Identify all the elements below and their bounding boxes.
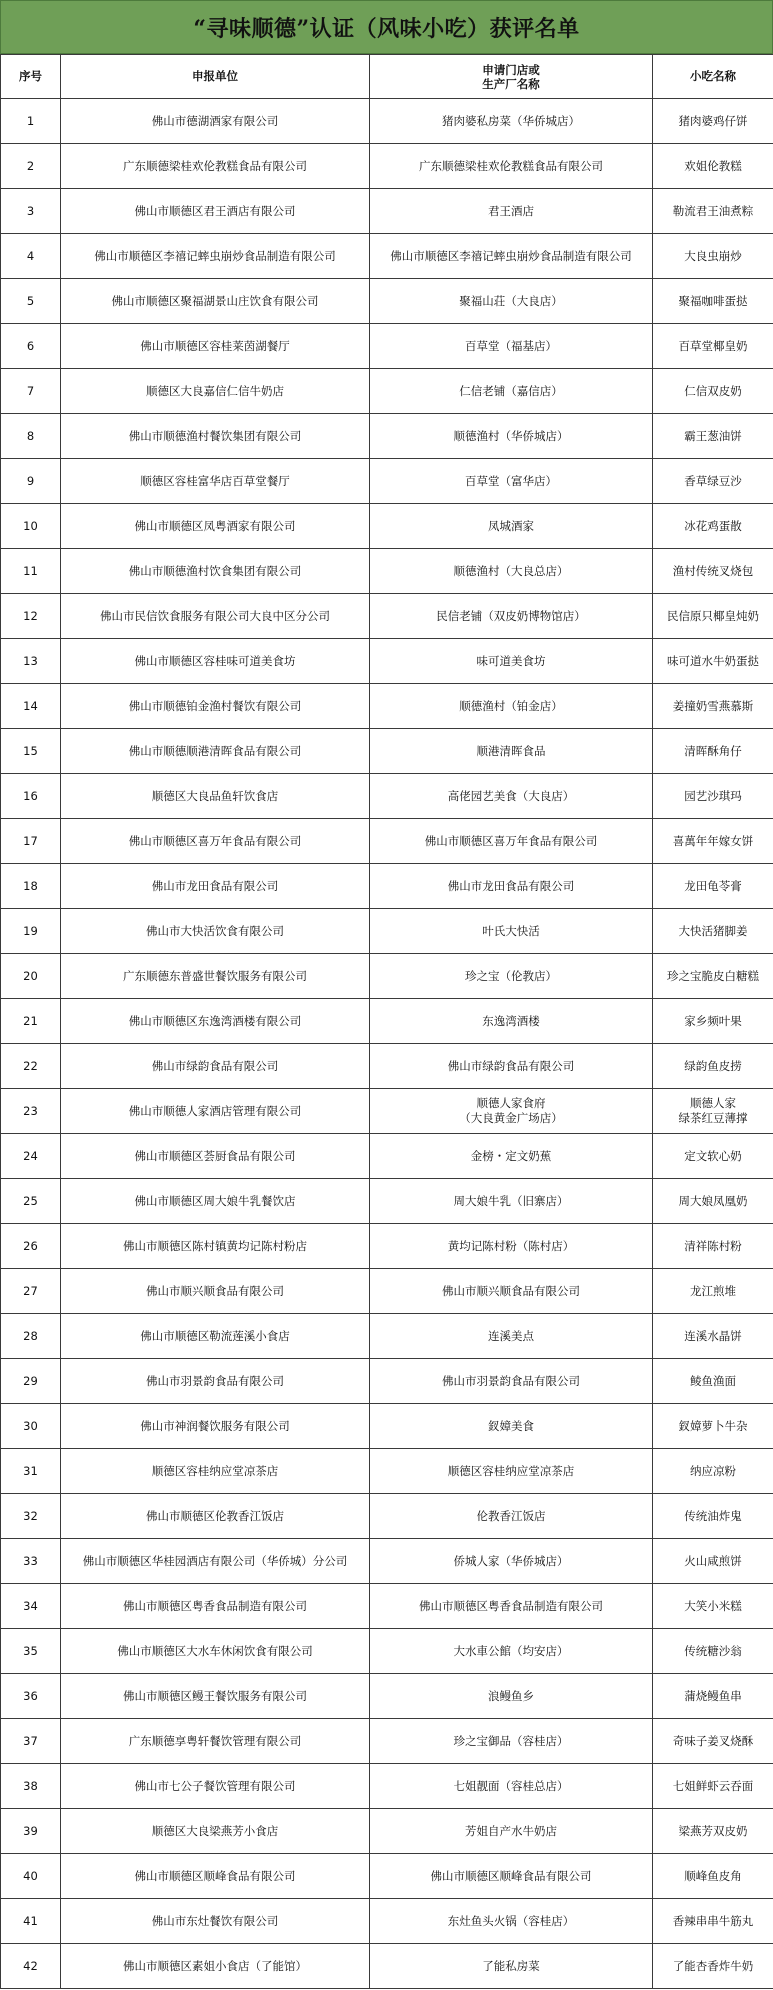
cell-unit: 顺德区容桂富华店百草堂餐厅 <box>61 459 370 504</box>
cell-snack: 渔村传统叉烧包 <box>653 549 773 594</box>
table-row <box>1 99 773 144</box>
cell-snack: 定文软心奶 <box>653 1134 773 1179</box>
cell-unit: 佛山市神润餐饮服务有限公司 <box>61 1404 370 1449</box>
cell-unit: 佛山市顺德区荟厨食品有限公司 <box>61 1134 370 1179</box>
cell-store: 高佬园艺美食（大良店） <box>370 774 653 819</box>
cell-no: 6 <box>1 324 61 369</box>
cell-unit: 广东顺德享粤轩餐饮管理有限公司 <box>61 1719 370 1764</box>
cell-unit: 佛山市七公子餐饮管理有限公司 <box>61 1764 370 1809</box>
table-row <box>1 594 773 639</box>
cell-store: 浪鳗鱼乡 <box>370 1674 653 1719</box>
table-row <box>1 1719 773 1764</box>
cell-unit: 顺德区大良品鱼轩饮食店 <box>61 774 370 819</box>
table-row <box>1 1854 773 1899</box>
cell-snack: 欢姐伦教糕 <box>653 144 773 189</box>
table-row <box>1 189 773 234</box>
cell-no: 17 <box>1 819 61 864</box>
cell-no: 7 <box>1 369 61 414</box>
cell-unit: 广东顺德梁桂欢伦教糕食品有限公司 <box>61 144 370 189</box>
cell-snack: 鲮鱼渔面 <box>653 1359 773 1404</box>
table-row <box>1 909 773 954</box>
cell-unit: 佛山市顺德区大水车休闲饮食有限公司 <box>61 1629 370 1674</box>
cell-snack: 顺峰鱼皮角 <box>653 1854 773 1899</box>
cell-snack: 龙田龟苓膏 <box>653 864 773 909</box>
cell-store: 君王酒店 <box>370 189 653 234</box>
cell-store: 佛山市绿韵食品有限公司 <box>370 1044 653 1089</box>
cell-unit: 佛山市顺德区容桂莱茵湖餐厅 <box>61 324 370 369</box>
cell-no: 1 <box>1 99 61 144</box>
header-no: 序号 <box>1 55 61 99</box>
table-row <box>1 1089 773 1134</box>
cell-snack: 大良虫崩炒 <box>653 234 773 279</box>
cell-unit: 佛山市顺德顺港清晖食品有限公司 <box>61 729 370 774</box>
cell-unit: 佛山市顺德区聚福湖景山庄饮食有限公司 <box>61 279 370 324</box>
cell-no: 3 <box>1 189 61 234</box>
cell-store: 百草堂（福基店） <box>370 324 653 369</box>
cell-unit: 佛山市顺德区周大娘牛乳餐饮店 <box>61 1179 370 1224</box>
table-row <box>1 1134 773 1179</box>
cell-store: 佛山市顺德区喜万年食品有限公司 <box>370 819 653 864</box>
cell-no: 5 <box>1 279 61 324</box>
table-row <box>1 324 773 369</box>
cell-store: 釵嫜美食 <box>370 1404 653 1449</box>
cell-unit: 佛山市顺德区陈村镇黄均记陈村粉店 <box>61 1224 370 1269</box>
cell-store: 猪肉婆私房菜（华侨城店） <box>370 99 653 144</box>
cell-no: 9 <box>1 459 61 504</box>
table-row <box>1 369 773 414</box>
cell-no: 31 <box>1 1449 61 1494</box>
cell-snack: 香草绿豆沙 <box>653 459 773 504</box>
cell-unit: 佛山市顺德人家酒店管理有限公司 <box>61 1089 370 1134</box>
cell-unit: 顺德区大良嘉信仁信牛奶店 <box>61 369 370 414</box>
cell-snack: 周大娘凤凰奶 <box>653 1179 773 1224</box>
table-row <box>1 864 773 909</box>
cell-store: 顺德渔村（华侨城店） <box>370 414 653 459</box>
cell-store: 黄均记陈村粉（陈村店） <box>370 1224 653 1269</box>
cell-snack: 了能杏香炸牛奶 <box>653 1944 773 1989</box>
cell-unit: 佛山市顺德区李禧记蟀虫崩炒食品制造有限公司 <box>61 234 370 279</box>
cell-unit: 佛山市东灶餐饮有限公司 <box>61 1899 370 1944</box>
cell-store: 佛山市顺德区顺峰食品有限公司 <box>370 1854 653 1899</box>
cell-snack: 蒲烧鳗鱼串 <box>653 1674 773 1719</box>
cell-snack: 七姐鲜虾云吞面 <box>653 1764 773 1809</box>
cell-snack: 霸王葱油饼 <box>653 414 773 459</box>
table-row <box>1 684 773 729</box>
cell-snack: 猪肉婆鸡仔饼 <box>653 99 773 144</box>
cell-unit: 佛山市顺德区伦教香江饭店 <box>61 1494 370 1539</box>
cell-no: 21 <box>1 999 61 1044</box>
table-body <box>1 99 773 1989</box>
cell-unit: 佛山市顺德区顺峰食品有限公司 <box>61 1854 370 1899</box>
cell-snack: 姜撞奶雪燕慕斯 <box>653 684 773 729</box>
cell-snack: 民信原只椰皇炖奶 <box>653 594 773 639</box>
cell-unit: 佛山市羽景韵食品有限公司 <box>61 1359 370 1404</box>
title-bar <box>0 0 773 54</box>
cell-no: 32 <box>1 1494 61 1539</box>
cell-unit: 佛山市顺德区华桂园酒店有限公司（华侨城）分公司 <box>61 1539 370 1584</box>
table-row <box>1 954 773 999</box>
header-store <box>370 55 653 99</box>
cell-store: 珍之宝（伦教店） <box>370 954 653 999</box>
cell-unit: 佛山市顺兴顺食品有限公司 <box>61 1269 370 1314</box>
cell-store: 顺德渔村（铂金店） <box>370 684 653 729</box>
cell-store: 叶氏大快活 <box>370 909 653 954</box>
cell-snack: 纳应凉粉 <box>653 1449 773 1494</box>
cell-no: 33 <box>1 1539 61 1584</box>
cell-snack: 顺德人家 绿茶红豆薄撑 <box>653 1089 773 1134</box>
cell-no: 39 <box>1 1809 61 1854</box>
cell-store: 仁信老铺（嘉信店） <box>370 369 653 414</box>
cell-snack: 龙江煎堆 <box>653 1269 773 1314</box>
cell-store: 佛山市顺德区粤香食品制造有限公司 <box>370 1584 653 1629</box>
table-row <box>1 1899 773 1944</box>
table-row <box>1 1944 773 1989</box>
table-row <box>1 999 773 1044</box>
cell-unit: 佛山市顺德区容桂味可道美食坊 <box>61 639 370 684</box>
cell-unit: 佛山市顺德区东逸湾酒楼有限公司 <box>61 999 370 1044</box>
cell-snack: 园艺沙琪玛 <box>653 774 773 819</box>
table-row <box>1 549 773 594</box>
cell-no: 10 <box>1 504 61 549</box>
cell-unit: 佛山市大快活饮食有限公司 <box>61 909 370 954</box>
table-row <box>1 774 773 819</box>
table-row <box>1 1764 773 1809</box>
cell-store: 七姐靓面（容桂总店） <box>370 1764 653 1809</box>
cell-no: 2 <box>1 144 61 189</box>
cell-store: 金榜・定文奶蕉 <box>370 1134 653 1179</box>
cell-snack: 家乡频叶果 <box>653 999 773 1044</box>
cell-snack: 大笑小米糕 <box>653 1584 773 1629</box>
cell-snack: 清晖酥角仔 <box>653 729 773 774</box>
table-row <box>1 504 773 549</box>
cell-snack: 绿韵鱼皮捞 <box>653 1044 773 1089</box>
cell-no: 11 <box>1 549 61 594</box>
table-row <box>1 459 773 504</box>
cell-snack: 勒流君王油煮粽 <box>653 189 773 234</box>
cell-store: 凤城酒家 <box>370 504 653 549</box>
header-unit: 申报单位 <box>61 55 370 99</box>
cell-snack: 奇味子姜叉烧酥 <box>653 1719 773 1764</box>
cell-unit: 顺德区大良梁燕芳小食店 <box>61 1809 370 1854</box>
cell-no: 42 <box>1 1944 61 1989</box>
cell-no: 23 <box>1 1089 61 1134</box>
cell-unit: 佛山市顺德区凤粤酒家有限公司 <box>61 504 370 549</box>
cell-store: 珍之宝御品（容桂店） <box>370 1719 653 1764</box>
cell-store: 了能私房菜 <box>370 1944 653 1989</box>
cell-no: 36 <box>1 1674 61 1719</box>
cell-store: 百草堂（富华店） <box>370 459 653 504</box>
table-row <box>1 1494 773 1539</box>
cell-snack: 大快活猪脚姜 <box>653 909 773 954</box>
cell-no: 38 <box>1 1764 61 1809</box>
cell-snack: 味可道水牛奶蛋挞 <box>653 639 773 684</box>
cell-snack: 火山咸煎饼 <box>653 1539 773 1584</box>
cell-unit: 佛山市顺德区鳗王餐饮服务有限公司 <box>61 1674 370 1719</box>
table-row <box>1 234 773 279</box>
cell-snack: 喜萬年年嫁女饼 <box>653 819 773 864</box>
table-row <box>1 1179 773 1224</box>
cell-no: 26 <box>1 1224 61 1269</box>
cell-snack: 传统油炸鬼 <box>653 1494 773 1539</box>
cell-store: 顺港清晖食品 <box>370 729 653 774</box>
cell-unit: 佛山市德湖酒家有限公司 <box>61 99 370 144</box>
cell-unit: 佛山市龙田食品有限公司 <box>61 864 370 909</box>
header-store-label: 申请门店或 生产厂名称 <box>482 62 540 91</box>
cell-store: 佛山市顺兴顺食品有限公司 <box>370 1269 653 1314</box>
cell-store: 顺德区容桂纳应堂凉茶店 <box>370 1449 653 1494</box>
award-table <box>0 54 773 1989</box>
table-row <box>1 1314 773 1359</box>
cell-store: 连溪美点 <box>370 1314 653 1359</box>
cell-unit: 佛山市顺德区君王酒店有限公司 <box>61 189 370 234</box>
cell-no: 8 <box>1 414 61 459</box>
table-header-row <box>1 55 773 99</box>
cell-no: 15 <box>1 729 61 774</box>
cell-unit: 佛山市顺德区喜万年食品有限公司 <box>61 819 370 864</box>
table-row <box>1 1539 773 1584</box>
cell-no: 16 <box>1 774 61 819</box>
cell-no: 34 <box>1 1584 61 1629</box>
cell-unit: 佛山市顺德区勒流莲溪小食店 <box>61 1314 370 1359</box>
cell-no: 35 <box>1 1629 61 1674</box>
table-row <box>1 1629 773 1674</box>
cell-store: 民信老铺（双皮奶博物馆店） <box>370 594 653 639</box>
table-row <box>1 1269 773 1314</box>
cell-snack: 釵嫜萝卜牛杂 <box>653 1404 773 1449</box>
cell-unit: 佛山市顺德区素姐小食店（了能馆） <box>61 1944 370 1989</box>
cell-no: 40 <box>1 1854 61 1899</box>
cell-no: 37 <box>1 1719 61 1764</box>
cell-snack: 仁信双皮奶 <box>653 369 773 414</box>
table-row <box>1 1449 773 1494</box>
cell-store: 周大娘牛乳（旧寨店） <box>370 1179 653 1224</box>
table-row <box>1 1584 773 1629</box>
table-row <box>1 1359 773 1404</box>
cell-store: 佛山市羽景韵食品有限公司 <box>370 1359 653 1404</box>
cell-unit: 顺德区容桂纳应堂凉茶店 <box>61 1449 370 1494</box>
cell-no: 4 <box>1 234 61 279</box>
cell-unit: 佛山市顺德区粤香食品制造有限公司 <box>61 1584 370 1629</box>
cell-unit: 佛山市绿韵食品有限公司 <box>61 1044 370 1089</box>
cell-snack: 清祥陈村粉 <box>653 1224 773 1269</box>
cell-snack: 冰花鸡蛋散 <box>653 504 773 549</box>
cell-no: 20 <box>1 954 61 999</box>
table-row <box>1 819 773 864</box>
page-title: “寻味顺德”认证（风味小吃）获评名单 <box>193 15 580 42</box>
header-snack: 小吃名称 <box>653 55 773 99</box>
cell-snack: 传统糖沙翁 <box>653 1629 773 1674</box>
table-row <box>1 414 773 459</box>
cell-no: 18 <box>1 864 61 909</box>
cell-store: 侨城人家（华侨城店） <box>370 1539 653 1584</box>
table-row <box>1 729 773 774</box>
cell-store: 伦教香江饭店 <box>370 1494 653 1539</box>
cell-unit: 佛山市顺德渔村餐饮集团有限公司 <box>61 414 370 459</box>
cell-no: 22 <box>1 1044 61 1089</box>
cell-snack: 连溪水晶饼 <box>653 1314 773 1359</box>
cell-snack: 梁燕芳双皮奶 <box>653 1809 773 1854</box>
cell-store: 广东顺德梁桂欢伦教糕食品有限公司 <box>370 144 653 189</box>
cell-snack: 珍之宝脆皮白糖糕 <box>653 954 773 999</box>
table-row <box>1 1809 773 1854</box>
cell-store: 芳姐自产水牛奶店 <box>370 1809 653 1854</box>
cell-unit: 广东顺德东普盛世餐饮服务有限公司 <box>61 954 370 999</box>
cell-unit: 佛山市民信饮食服务有限公司大良中区分公司 <box>61 594 370 639</box>
table-row <box>1 639 773 684</box>
cell-no: 28 <box>1 1314 61 1359</box>
cell-no: 30 <box>1 1404 61 1449</box>
cell-no: 41 <box>1 1899 61 1944</box>
cell-store: 大水車公館（均安店） <box>370 1629 653 1674</box>
cell-snack: 百草堂椰皇奶 <box>653 324 773 369</box>
cell-snack: 聚福咖啡蛋挞 <box>653 279 773 324</box>
table-row <box>1 279 773 324</box>
table-row <box>1 1674 773 1719</box>
cell-no: 27 <box>1 1269 61 1314</box>
cell-snack: 香辣串串牛筋丸 <box>653 1899 773 1944</box>
cell-store: 聚福山荘（大良店） <box>370 279 653 324</box>
table-row <box>1 1224 773 1269</box>
cell-store: 顺德渔村（大良总店） <box>370 549 653 594</box>
table-row <box>1 1404 773 1449</box>
table-row <box>1 1044 773 1089</box>
cell-unit: 佛山市顺德渔村饮食集团有限公司 <box>61 549 370 594</box>
cell-store: 东灶鱼头火锅（容桂店） <box>370 1899 653 1944</box>
cell-store: 东逸湾酒楼 <box>370 999 653 1044</box>
cell-no: 14 <box>1 684 61 729</box>
cell-unit: 佛山市顺德铂金渔村餐饮有限公司 <box>61 684 370 729</box>
cell-no: 19 <box>1 909 61 954</box>
table-row <box>1 144 773 189</box>
cell-no: 24 <box>1 1134 61 1179</box>
cell-no: 13 <box>1 639 61 684</box>
cell-store: 佛山市顺德区李禧记蟀虫崩炒食品制造有限公司 <box>370 234 653 279</box>
cell-no: 29 <box>1 1359 61 1404</box>
cell-no: 12 <box>1 594 61 639</box>
cell-store: 味可道美食坊 <box>370 639 653 684</box>
cell-store: 佛山市龙田食品有限公司 <box>370 864 653 909</box>
cell-store: 顺德人家食府 （大良黄金广场店） <box>370 1089 653 1134</box>
cell-no: 25 <box>1 1179 61 1224</box>
